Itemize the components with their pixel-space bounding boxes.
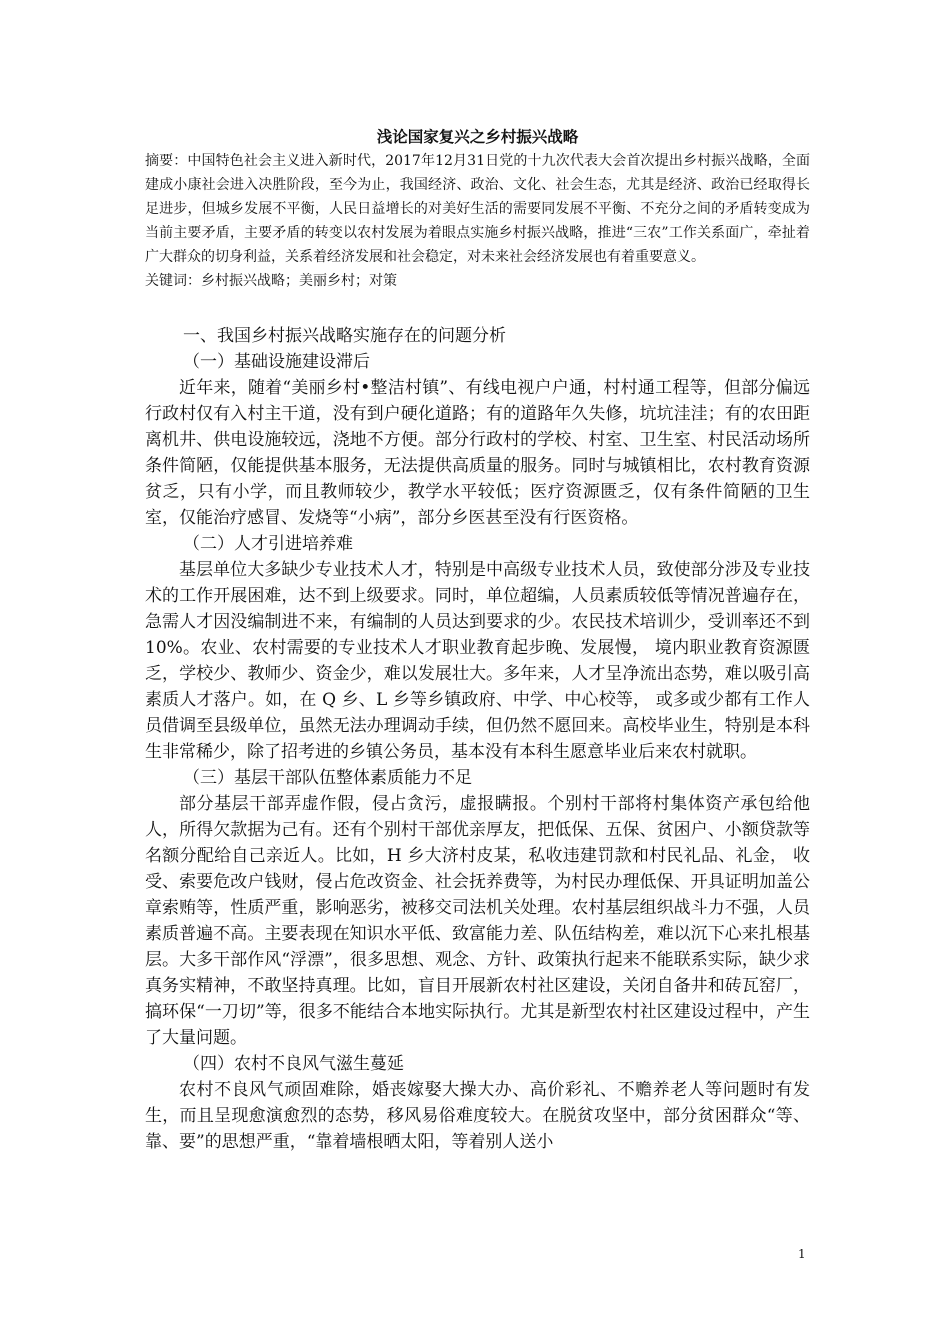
body-paragraph: 基层单位大多缺少专业技术人才，特别是中高级专业技术人员，致使部分涉及专业技术的工作开展困难，达不到上级要求。同时，单位超编，人员素质较低等情况普遍存在，急需人才因没编制进不来，有编制的人员达到要求的少。农民技术培训少，受训率还不到 10%。农业、农村需要的专业技术人才职业教育起步晚、发展慢， 境内职业教育资源匮乏，学校少、教师少、资金少，难以发展壮大。多年来，人才呈净流出态势，难以吸引高素质人才落户。如，在 Q 乡、L 乡等乡镇政府、中学、中心校等， 或多或少都有工作人员借调至县级单位，虽然无法办理调动手续，但仍然不愿回来。高校毕业生，特别是本科生非常稀少，除了招考进的乡镇公务员，基本没有本科生愿意毕业后来农村就职。 [145, 560, 810, 762]
page-number: 1 [798, 1247, 806, 1261]
body-paragraph: 部分基层干部弄虚作假，侵占贪污，虚报瞒报。个别村干部将村集体资产承包给他人，所得欠款据为己有。还有个别村干部优亲厚友，把低保、五保、贫困户、小额贷款等名额分配给自己亲近人。比如，H 乡大济村皮某，私收违建罚款和村民礼品、礼金， 收受、索要危改户钱财，侵占危改资金、社会抚养费等，为村民办理低保、开具证明加盖公章索贿等，性质严重，影响恶劣，被移交司法机关处理。农村基层组织战斗力不强，人员素质普遍不高。主要表现在知识水平低、致富能力差、队伍结构差，难以沉下心来扎根基层。大多干部作风“浮漂”，很多思想、观念、方针、政策执行起来不能联系实际，缺少求真务实精神，不敢坚持真理。比如，盲目开展新农村社区建设，关闭自备井和砖瓦窑厂，搞环保“一刀切”等，很多不能结合本地实际执行。尤其是新型农村社区建设过程中，产生了大量问题。 [145, 794, 810, 1048]
subsection-heading: （一）基础设施建设滞后 [183, 352, 370, 372]
section-heading: 一、我国乡村振兴战略实施存在的问题分析 [183, 326, 506, 346]
body-paragraph: 近年来，随着“美丽乡村•整洁村镇”、有线电视户户通，村村通工程等，但部分偏远行政村仅有入村主干道，没有到户硬化道路；有的道路年久失修，坑坑洼洼；有的农田距离机井、供电设施较远，浇地不方便。部分行政村的学校、村室、卫生室、村民活动场所条件简陋，仅能提供基本服务，无法提供高质量的服务。同时与城镇相比，农村教育资源贫乏，只有小学，而且教师较少，教学水平较低；医疗资源匮乏，仅有条件简陋的卫生室，仅能治疗感冒、发烧等“小病”，部分乡医甚至没有行医资格。 [145, 378, 810, 528]
subsection-heading: （三）基层干部队伍整体素质能力不足 [183, 768, 472, 788]
subsection-heading: （四）农村不良风气滋生蔓延 [183, 1054, 404, 1074]
subsection-heading: （二）人才引进培养难 [183, 534, 353, 554]
body-paragraph: 农村不良风气顽固难除，婚丧嫁娶大操大办、高价彩礼、不赡养老人等问题时有发生，而且呈现愈演愈烈的态势，移风易俗难度较大。在脱贫攻坚中，部分贫困群众“等、靠、要”的思想严重，“靠着墙根晒太阳，等着别人送小 [145, 1080, 810, 1152]
keywords-line: 关键词：乡村振兴战略；美丽乡村；对策 [145, 273, 397, 289]
abstract-paragraph: 摘要：中国特色社会主义进入新时代，2017年12月31日党的十九次代表大会首次提出乡村振兴战略，全面建成小康社会进入决胜阶段，至今为止，我国经济、政治、文化、社会生态，尤其是经济、政治已经取得长足进步，但城乡发展不平衡，人民日益增长的对美好生活的需要同发展不平衡、不充分之间的矛盾转变成为当前主要矛盾，主要矛盾的转变以农村发展为着眼点实施乡村振兴战略，推进“三农”工作关系面广，牵扯着广大群众的切身利益，关系着经济发展和社会稳定，对未来社会经济发展也有着重要意义。 [145, 153, 810, 265]
document-title: 浅论国家复兴之乡村振兴战略 [376, 127, 579, 146]
document-body [145, 125, 810, 1155]
